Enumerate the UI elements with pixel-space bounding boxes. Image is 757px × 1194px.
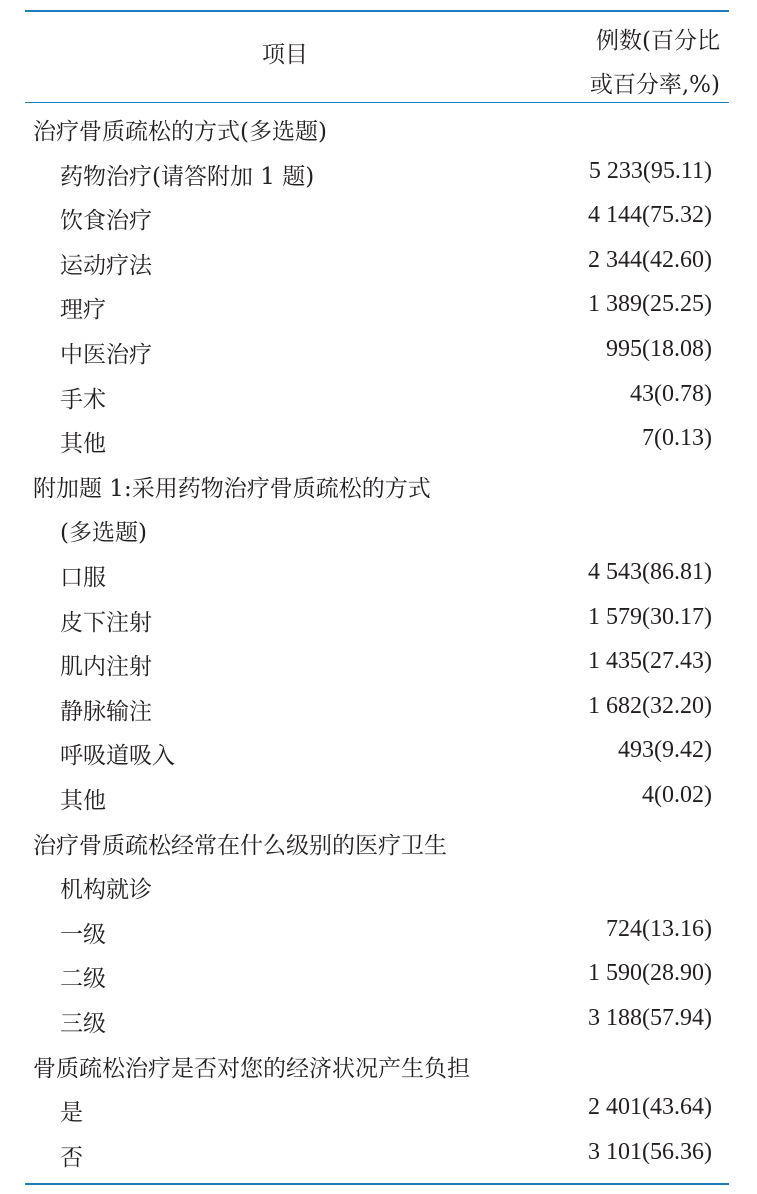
row-label: 肌内注射 <box>60 654 152 681</box>
table-row <box>0 194 757 238</box>
row-value: 43(0.78) <box>630 380 712 407</box>
row-label: 药物治疗(请答附加 1 题) <box>60 163 315 190</box>
row-label: 皮下注射 <box>60 609 152 636</box>
table-row <box>0 328 757 372</box>
table-row <box>0 819 757 863</box>
row-label: 治疗骨质疏松的方式(多选题) <box>33 119 327 145</box>
table-row <box>0 1042 757 1086</box>
table-row <box>0 952 757 996</box>
row-label: 手术 <box>60 386 106 413</box>
row-label: 呼吸道吸入 <box>60 743 175 770</box>
table-row <box>0 1131 757 1175</box>
row-value: 3 101(56.36) <box>588 1138 712 1165</box>
table-row <box>0 283 757 327</box>
row-label: 否 <box>60 1144 83 1171</box>
header-value-line1: 例数(百分比 <box>596 28 720 54</box>
table-row <box>0 373 757 417</box>
row-value: 1 579(30.17) <box>588 603 712 630</box>
row-value: 2 344(42.60) <box>588 246 712 273</box>
table-row <box>0 462 757 506</box>
row-value: 4 144(75.32) <box>588 202 712 229</box>
row-label: 其他 <box>60 788 106 814</box>
row-label: 饮食治疗 <box>60 208 152 235</box>
bottom-rule <box>25 1183 729 1185</box>
table-row <box>0 417 757 461</box>
table-row <box>0 506 757 550</box>
row-label: 其他 <box>60 431 106 458</box>
row-label: 三级 <box>60 1011 106 1037</box>
table-row <box>0 150 757 194</box>
row-label: 口服 <box>60 565 106 591</box>
row-value: 724(13.16) <box>606 915 712 942</box>
row-value: 2 401(43.64) <box>588 1094 712 1121</box>
row-label: (多选题) <box>60 520 147 547</box>
table-row <box>0 551 757 595</box>
row-label: 中医治疗 <box>60 342 152 368</box>
table-row <box>0 105 757 149</box>
row-label: 静脉输注 <box>60 698 152 725</box>
header-item: 项目 <box>262 42 308 68</box>
row-label: 是 <box>60 1100 83 1127</box>
row-label: 二级 <box>60 966 106 993</box>
row-label: 骨质疏松治疗是否对您的经济状况产生负担 <box>33 1055 470 1082</box>
row-value: 1 435(27.43) <box>588 648 712 675</box>
header-value-line2: 或百分率,%) <box>589 72 720 98</box>
table-row <box>0 685 757 729</box>
table-row <box>0 908 757 952</box>
row-label: 一级 <box>60 921 106 948</box>
table-row <box>0 997 757 1041</box>
table-row <box>0 863 757 907</box>
row-value: 4 543(86.81) <box>588 559 712 585</box>
row-label: 治疗骨质疏松经常在什么级别的医疗卫生 <box>33 832 447 859</box>
table-row <box>0 1086 757 1130</box>
row-value: 1 590(28.90) <box>588 960 712 987</box>
row-value: 1 389(25.25) <box>588 291 712 318</box>
row-value: 7(0.13) <box>642 425 712 452</box>
table-row <box>0 596 757 640</box>
row-value: 3 188(57.94) <box>588 1005 712 1031</box>
row-value: 5 233(95.11) <box>588 157 712 184</box>
row-value: 995(18.08) <box>606 336 712 362</box>
row-value: 1 682(32.20) <box>588 692 712 719</box>
table-row <box>0 729 757 773</box>
row-label: 理疗 <box>60 297 106 324</box>
table-row <box>0 239 757 283</box>
table-row <box>0 640 757 684</box>
row-label: 机构就诊 <box>60 877 152 904</box>
table-row <box>0 774 757 818</box>
row-value: 4(0.02) <box>642 782 712 808</box>
row-label: 附加题 1:采用药物治疗骨质疏松的方式 <box>33 475 431 502</box>
top-rule <box>25 10 729 12</box>
header-rule <box>25 102 729 103</box>
row-label: 运动疗法 <box>60 252 152 279</box>
row-value: 493(9.42) <box>618 737 712 764</box>
